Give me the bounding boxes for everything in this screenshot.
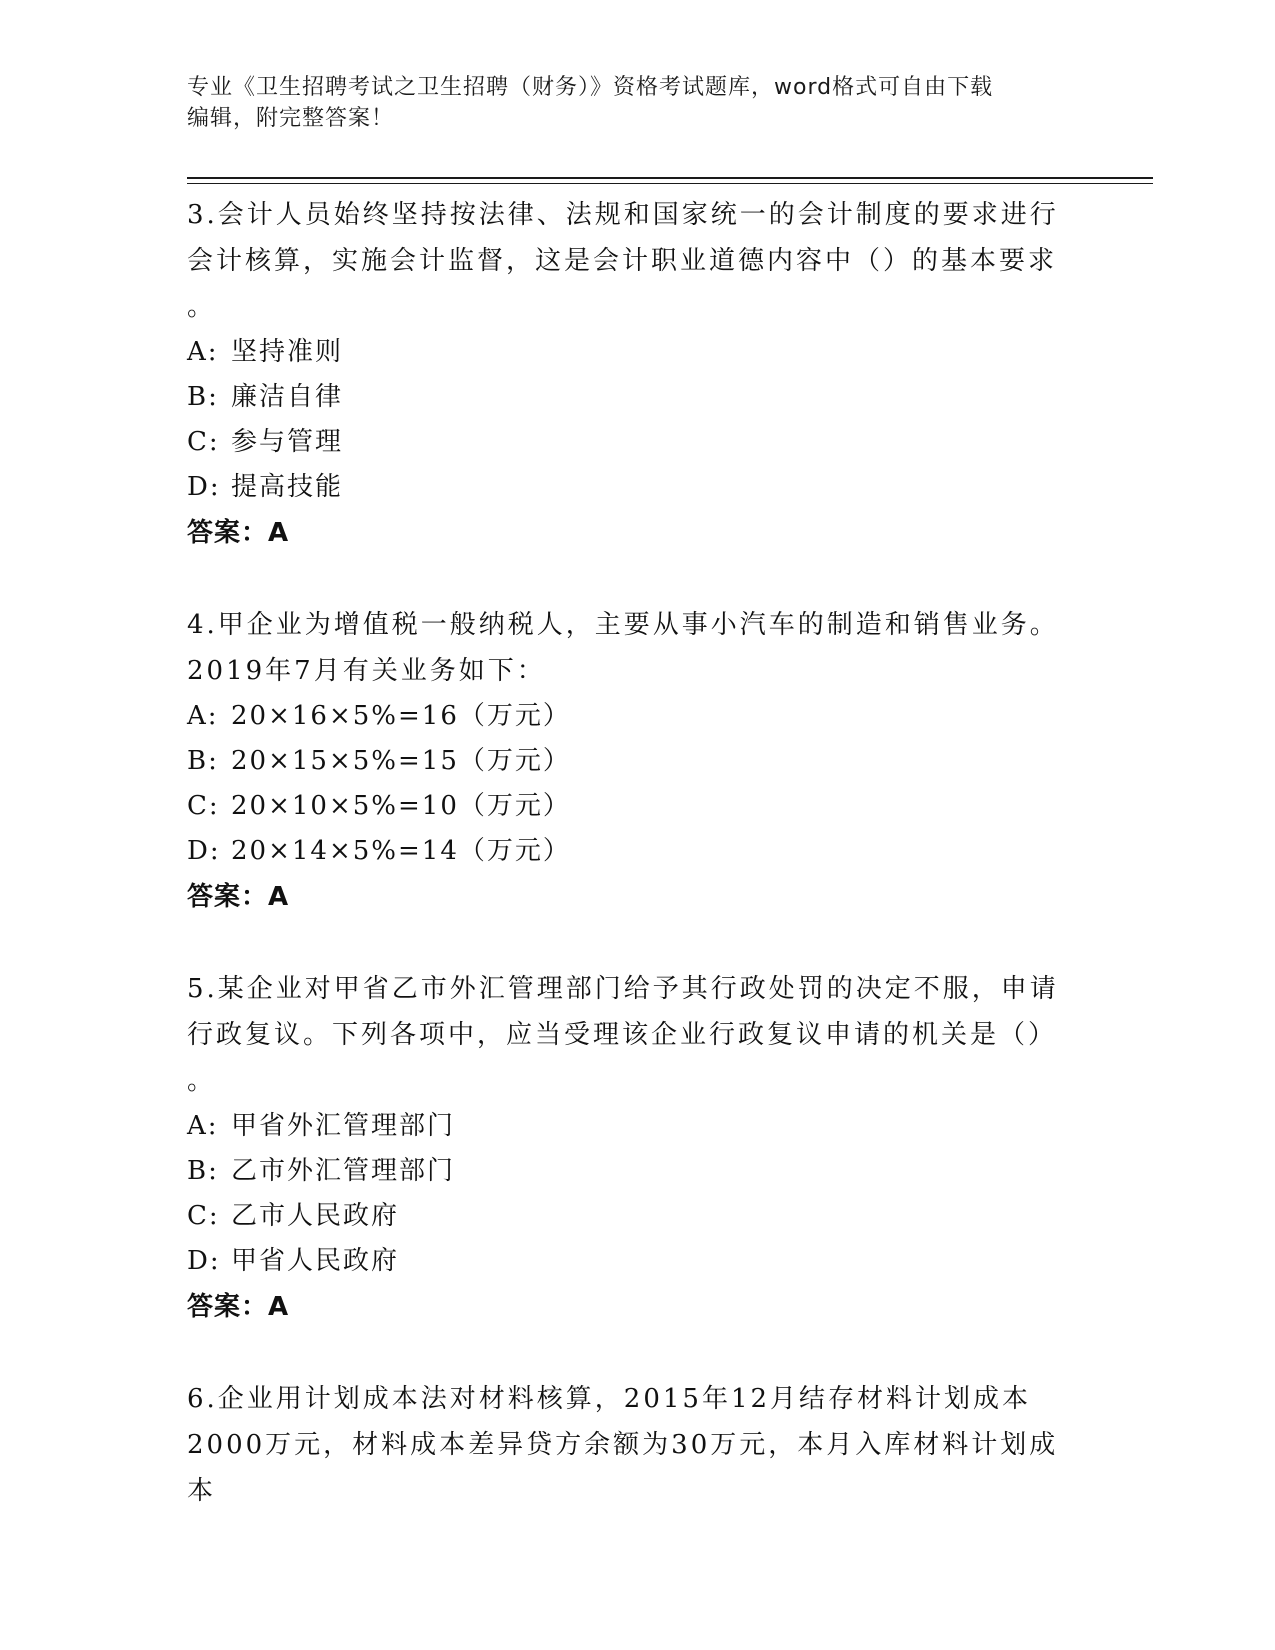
question-4 [187,602,1087,920]
question-6-line-2: 2000万元，材料成本差异贷方余额为30万元，本月入库材料计划成本 [187,1430,1059,1506]
question-4-option-a: A: 20×16×5%=16（万元） [187,701,571,731]
header-line-2: 编辑，附完整答案！ [187,106,395,131]
question-3 [187,192,1087,556]
question-3-option-b: B: 廉洁自律 [187,382,344,412]
question-5-line-2: 行政复议。下列各项中，应当受理该企业行政复议申请的机关是（） [187,1020,1058,1050]
question-4-line-2: 2019年7月有关业务如下： [187,656,546,686]
question-5-answer: 答案：A [187,1292,290,1322]
question-5-line-3: 。 [187,1066,217,1096]
question-3-option-d: D: 提高技能 [187,472,344,502]
header-divider-thick [187,177,1153,179]
question-5-line-1: 5.某企业对甲省乙市外汇管理部门给予其行政处罚的决定不服，申请 [187,974,1059,1004]
question-5 [187,966,1087,1330]
question-3-line-1: 3.会计人员始终坚持按法律、法规和国家统一的会计制度的要求进行 [187,200,1059,230]
question-3-answer: 答案：A [187,518,290,548]
question-4-answer: 答案：A [187,882,290,912]
question-3-option-c: C: 参与管理 [187,427,344,457]
question-5-option-b: B: 乙市外汇管理部门 [187,1156,456,1186]
question-4-option-c: C: 20×10×5%=10（万元） [187,791,571,821]
question-3-line-3: 。 [187,292,217,322]
question-4-line-1: 4.甲企业为增值税一般纳税人，主要从事小汽车的制造和销售业务。 [187,610,1059,640]
question-5-option-c: C: 乙市人民政府 [187,1201,400,1231]
question-5-option-d: D: 甲省人民政府 [187,1246,400,1276]
question-6-line-1: 6.企业用计划成本法对材料核算，2015年12月结存材料计划成本 [187,1384,1032,1414]
question-4-option-b: B: 20×15×5%=15（万元） [187,746,571,776]
question-6 [187,1376,1087,1514]
header-divider-thin [187,183,1153,184]
document-header [187,72,1067,134]
question-5-option-a: A: 甲省外汇管理部门 [187,1111,456,1141]
header-line-1: 专业《卫生招聘考试之卫生招聘（财务）》资格考试题库，word格式可自由下载 [187,75,994,100]
question-4-option-d: D: 20×14×5%=14（万元） [187,836,571,866]
question-list [187,192,1087,1514]
question-3-line-2: 会计核算，实施会计监督，这是会计职业道德内容中（）的基本要求 [187,246,1058,276]
question-3-option-a: A: 坚持准则 [187,337,344,367]
